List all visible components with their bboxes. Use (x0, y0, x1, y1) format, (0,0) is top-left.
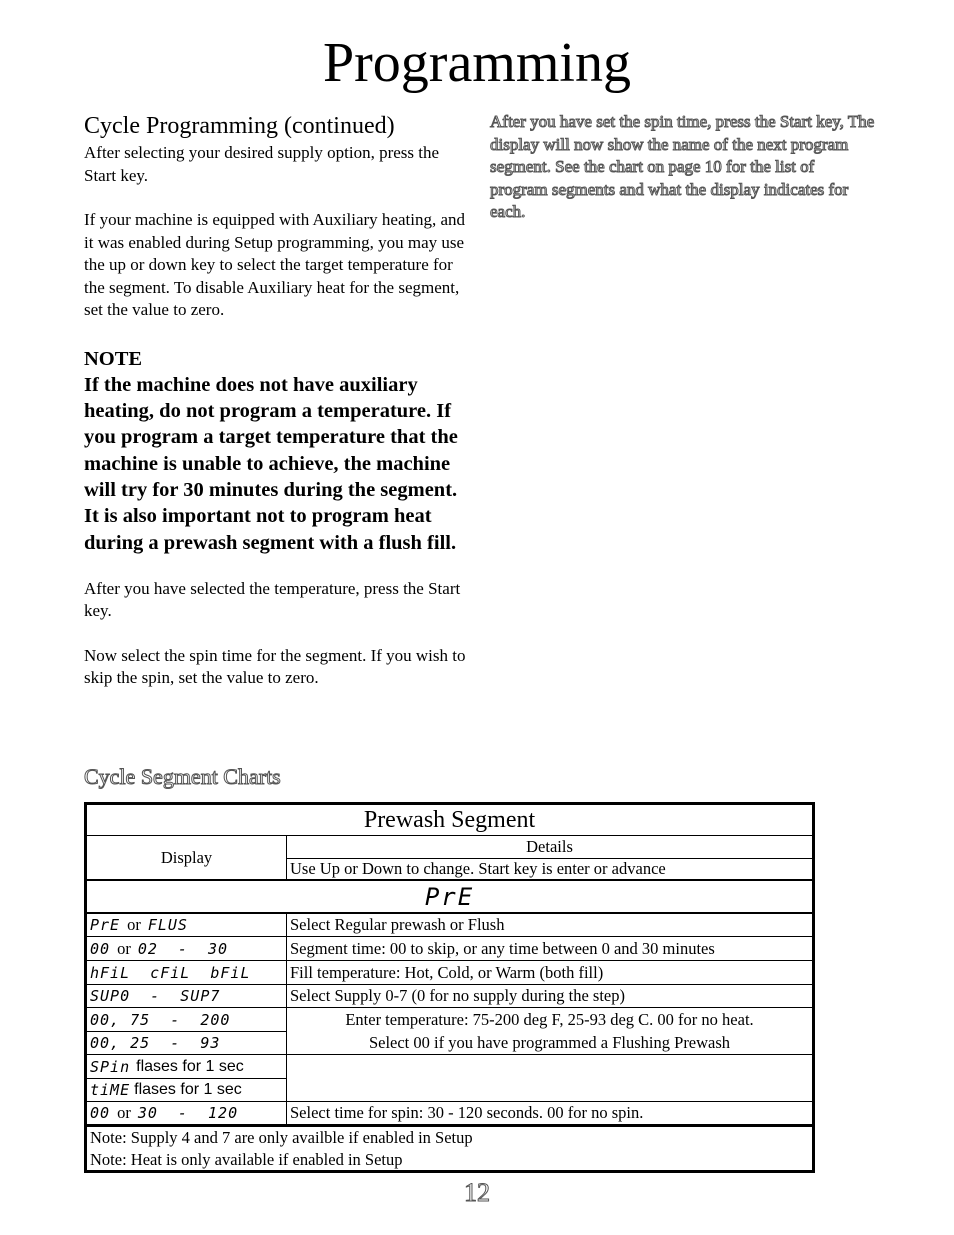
flash-text: flases for 1 sec (136, 1057, 244, 1075)
paragraph-spin-time: After you have set the spin time, press the Start key, The display will now show the name of the next program segment. See the chart on page 10 for the list of program segments and what the display indicates for each. (490, 112, 875, 221)
details-cell: Select Supply 0-7 (0 for no supply during the step) (290, 986, 625, 1005)
display-code: hFiL cFiL bFiL (90, 963, 251, 982)
page-title: Programming (323, 32, 631, 94)
segment-code: PrE (424, 882, 475, 911)
details-header: Details (287, 836, 812, 859)
display-code: 30 - 120 (137, 1104, 239, 1122)
segment-code-row (87, 881, 812, 914)
table-header-row (87, 836, 812, 881)
display-cell (87, 1055, 287, 1079)
details-subheader: Use Up or Down to change. Start key is enter or advance (290, 858, 666, 878)
table-row (87, 985, 812, 1008)
display-cell (87, 937, 287, 960)
display-code: PrE (90, 916, 121, 934)
paragraph-supply: After selecting your desired supply option, press the Start key. (84, 143, 440, 185)
display-code: 00, 25 - 93 (90, 1034, 221, 1052)
display-cell (87, 914, 287, 936)
table-title-row (87, 805, 812, 836)
table-notes (87, 1127, 812, 1170)
table-row (87, 961, 812, 985)
display-cell (87, 961, 287, 984)
right-column (490, 111, 875, 224)
display-cell (87, 1079, 287, 1101)
display-code: SPin (90, 1057, 131, 1076)
note-line: Note: Heat is only available if enabled in Setup (90, 1149, 403, 1169)
flash-row (87, 1055, 812, 1102)
note-body: If the machine does not have auxiliary heating, do not program a temperature. If you program a target temperature that the machine is unable to achieve, the machine will try for 30 minutes during the segment. It is also important not to program heat during a prewash segment with a flush fill. (84, 373, 458, 554)
temperature-details-line: Select 00 if you have programmed a Flushing Prewash (368, 1033, 731, 1052)
details-cell: Select time for spin: 30 - 120 seconds. 00 for no spin. (290, 1103, 644, 1122)
flash-text: flases for 1 sec (134, 1081, 242, 1098)
display-code: 00 (90, 939, 111, 958)
display-code: 00 (90, 1104, 111, 1122)
or-label: or (117, 938, 131, 958)
note-title: NOTE (84, 347, 143, 370)
table-row (87, 937, 812, 961)
display-code: 00, 75 - 200 (90, 1010, 231, 1029)
display-code: tiME (90, 1081, 131, 1099)
paragraph-auxiliary-heating: If your machine is equipped with Auxiliary heating, and it was enabled during Setup programming, you may use the up or down key to select the target temperature for the segment. To disable Auxiliary heat for the segment, set the value to zero. (84, 210, 465, 319)
table-row (87, 914, 812, 937)
display-cell (87, 985, 287, 1007)
note-line: Note: Supply 4 and 7 are only availble if enabled in Setup (90, 1127, 473, 1147)
display-code: SUP0 - SUP7 (90, 987, 221, 1005)
paragraph-spin: Now select the spin time for the segment. If you wish to skip the spin, set the value to zero. (84, 645, 466, 688)
table-row (87, 1102, 812, 1127)
or-label: or (117, 1103, 131, 1122)
display-header: Display (87, 836, 287, 879)
paragraph-temperature: After you have selected the temperature, press the Start key. (84, 578, 461, 621)
display-code: FLUS (147, 916, 188, 934)
display-code: 02 - 30 (137, 939, 229, 958)
prewash-segment-table (84, 802, 815, 1173)
cycle-segment-charts-heading: Cycle Segment Charts (84, 764, 281, 789)
or-label: or (127, 915, 141, 934)
details-cell: Segment time: 00 to skip, or any time between 0 and 30 minutes (290, 938, 715, 958)
display-cell (87, 1008, 287, 1032)
temperature-row (87, 1008, 812, 1055)
details-cell (287, 1008, 812, 1054)
temperature-details-line: Enter temperature: 75-200 deg F, 25-93 deg C. 00 for no heat. (345, 1010, 754, 1029)
table-title: Prewash Segment (363, 806, 536, 833)
details-cell: Fill temperature: Hot, Cold, or Warm (both fill) (290, 962, 604, 982)
display-cell (87, 1032, 287, 1054)
display-cell (87, 1102, 287, 1124)
details-cell: Select Regular prewash or Flush (290, 915, 505, 934)
section-heading-cycle-programming: Cycle Programming (continued) (84, 113, 395, 139)
page-number: 12 (464, 1178, 490, 1207)
left-column (84, 110, 469, 690)
